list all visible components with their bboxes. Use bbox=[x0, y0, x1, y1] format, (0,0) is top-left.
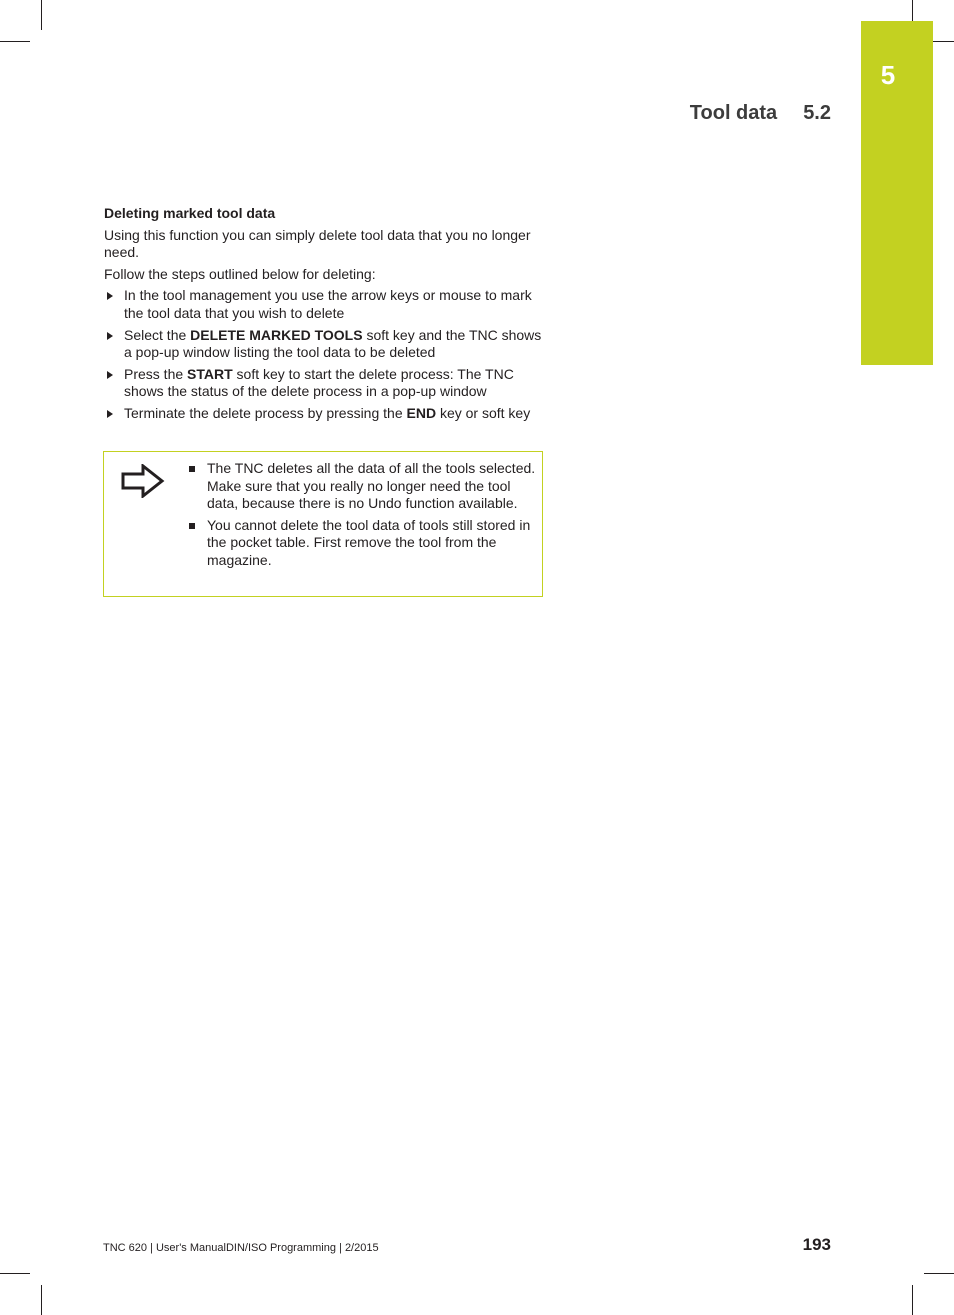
step-text-before: Press the bbox=[124, 365, 188, 382]
step-text-after: soft key to start the delete process: The TNC shows the status of the delete process in a pop-up window bbox=[124, 365, 514, 400]
softkey-label: DELETE MARKED TOOLS bbox=[190, 326, 363, 343]
step-list bbox=[104, 287, 544, 422]
note-list bbox=[188, 460, 538, 574]
step-item bbox=[104, 287, 544, 322]
note-text: You cannot delete the tool data of tools still stored in the pocket table. First remove the tool from the magazine. bbox=[207, 516, 531, 568]
crop-mark bbox=[41, 1285, 42, 1315]
softkey-label: START bbox=[187, 365, 233, 382]
bullet-square-icon bbox=[189, 466, 195, 472]
crop-mark bbox=[0, 41, 30, 42]
crop-mark bbox=[0, 1273, 30, 1274]
arrow-right-icon bbox=[121, 464, 165, 498]
running-head-title: Tool data bbox=[689, 102, 778, 124]
crop-mark bbox=[912, 1285, 913, 1315]
chapter-number: 5 bbox=[880, 60, 896, 90]
running-head-section: 5.2 bbox=[803, 102, 831, 124]
step-text-after: key or soft key bbox=[436, 404, 531, 421]
lead-paragraph: Follow the steps outlined below for deleting: bbox=[104, 265, 376, 282]
bullet-arrow-icon bbox=[107, 410, 113, 418]
step-text: In the tool management you use the arrow keys or mouse to mark the tool data that you wish to delete bbox=[124, 287, 532, 321]
step-item bbox=[104, 366, 544, 401]
running-head bbox=[690, 102, 831, 125]
bullet-arrow-icon bbox=[107, 332, 113, 340]
section-title: Deleting marked tool data bbox=[104, 205, 276, 221]
footer-text: TNC 620 | User's ManualDIN/ISO Programming | 2/2015 bbox=[103, 1242, 379, 1254]
step-text-before: Terminate the delete process by pressing the bbox=[124, 404, 407, 421]
note-item bbox=[188, 460, 538, 513]
page-number: 193 bbox=[802, 1235, 831, 1254]
intro-paragraph: Using this function you can simply delete tool data that you no longer need. bbox=[104, 226, 531, 261]
crop-mark bbox=[924, 1273, 954, 1274]
note-text: The TNC deletes all the data of all the tools selected. Make sure that you really no longer need the tool data, because there is no Undo function available. bbox=[207, 460, 536, 512]
note-box bbox=[103, 451, 543, 597]
step-text-after: soft key and the TNC shows a pop-up window listing the tool data to be deleted bbox=[124, 326, 542, 361]
bullet-arrow-icon bbox=[107, 292, 113, 300]
softkey-label: END bbox=[406, 404, 437, 421]
main-content bbox=[104, 205, 544, 427]
bullet-arrow-icon bbox=[107, 371, 113, 379]
crop-mark bbox=[41, 0, 42, 30]
step-item bbox=[104, 405, 544, 423]
note-item bbox=[188, 517, 538, 570]
step-text-before: Select the bbox=[124, 326, 191, 343]
bullet-square-icon bbox=[189, 523, 195, 529]
step-item bbox=[104, 327, 544, 362]
